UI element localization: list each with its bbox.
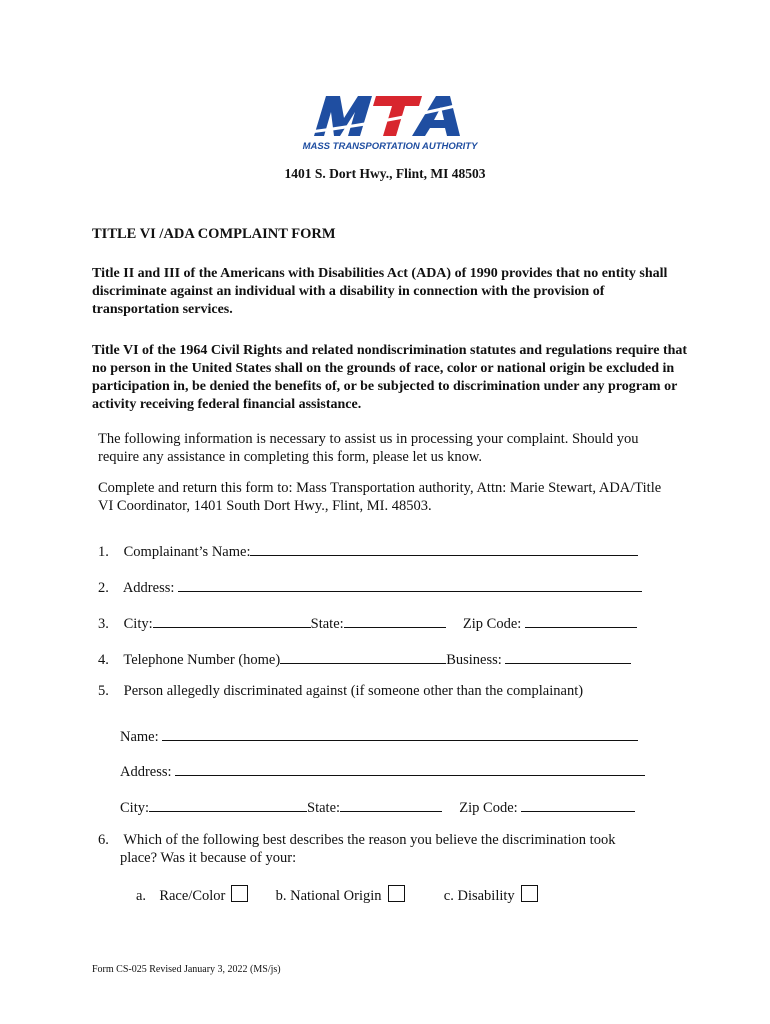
- reason-options: [136, 885, 538, 905]
- other-city-label: City:: [120, 800, 150, 816]
- item-number: 5.: [98, 683, 109, 699]
- item-number: 1.: [98, 544, 109, 560]
- option-b-letter: b.: [275, 888, 287, 904]
- header-address: 1401 S. Dort Hwy., Flint, MI 48503: [284, 166, 486, 181]
- other-address-field[interactable]: [175, 760, 645, 776]
- item-number: 3.: [98, 616, 109, 632]
- zip-label: Zip Code:: [462, 616, 522, 632]
- title-vi-paragraph: Title VI of the 1964 Civil Rights and related nondiscrimination statutes and regulations require that no person in the United States shall on the grounds of race, color or national origin be excluded in participation in, be denied the benefits of, or be subjected to discrimination under any program or activity receiving federal financial assistance.: [92, 343, 688, 412]
- mta-logo: [300, 92, 480, 154]
- zip-field[interactable]: [525, 612, 637, 628]
- other-address-row: [120, 760, 645, 780]
- reason-question-line1: Which of the following best describes the reason you believe the discrimination took: [123, 832, 616, 848]
- reason-question-line2-row: [120, 850, 296, 870]
- logo-tagline: MASS TRANSPORTATION AUTHORITY: [302, 141, 478, 152]
- business-phone-field[interactable]: [505, 648, 631, 664]
- other-address-label: Address:: [120, 764, 172, 780]
- other-zip-label: Zip Code:: [459, 800, 518, 816]
- option-a-letter: a.: [136, 888, 147, 904]
- other-city-state-zip-row: [120, 796, 635, 816]
- option-a-label: Race/Color: [159, 888, 226, 904]
- business-phone-label: Business:: [446, 652, 502, 668]
- state-field[interactable]: [344, 612, 446, 628]
- state-label: State:: [310, 616, 344, 632]
- other-name-label: Name:: [120, 729, 159, 745]
- item-number: 2.: [98, 580, 109, 596]
- telephone-row: [98, 648, 631, 668]
- complainant-name-field[interactable]: [250, 540, 638, 556]
- other-city-field[interactable]: [149, 796, 307, 812]
- city-field[interactable]: [153, 612, 311, 628]
- reason-question-row: [98, 832, 615, 852]
- complainant-name-row: [98, 540, 638, 560]
- item-number: 6.: [98, 832, 109, 848]
- race-color-checkbox[interactable]: [231, 885, 248, 902]
- address-field[interactable]: [178, 576, 642, 592]
- other-zip-field[interactable]: [521, 796, 635, 812]
- national-origin-checkbox[interactable]: [388, 885, 405, 902]
- assistance-note: The following information is necessary to assist us in processing your complaint. Should you require any assistance in completing this form, please let us know.: [98, 431, 639, 465]
- other-name-field[interactable]: [162, 725, 638, 741]
- option-c-letter: c.: [443, 888, 454, 904]
- form-footer: Form CS-025 Revised January 3, 2022 (MS/js): [92, 964, 281, 975]
- other-person-row: [98, 683, 583, 703]
- home-phone-field[interactable]: [280, 648, 446, 664]
- reason-question-line2: place? Was it because of your:: [120, 850, 297, 866]
- option-b-label: National Origin: [290, 888, 382, 904]
- city-state-zip-row: [98, 612, 637, 632]
- option-c-label: Disability: [457, 888, 515, 904]
- return-instructions: Complete and return this form to: Mass Transportation authority, Attn: Marie Stewart, ADA/Title VI Coordinator, 1401 South Dort Hwy., Flint, MI. 48503.: [98, 480, 662, 514]
- complainant-name-label: Complainant’s Name:: [123, 544, 251, 560]
- ada-paragraph: Title II and III of the Americans with Disabilities Act (ADA) of 1990 provides that no entity shall discriminate against an individual with a disability in connection with the provision of transportation services.: [92, 266, 668, 317]
- address-label: Address:: [122, 580, 175, 596]
- form-title: TITLE VI /ADA COMPLAINT FORM: [92, 226, 336, 242]
- other-state-label: State:: [307, 800, 341, 816]
- item-number: 4.: [98, 652, 109, 668]
- address-row: [98, 576, 642, 596]
- other-person-label: Person allegedly discriminated against (if someone other than the complainant): [123, 683, 584, 699]
- other-name-row: [120, 725, 638, 745]
- other-state-field[interactable]: [340, 796, 442, 812]
- city-label: City:: [123, 616, 153, 632]
- disability-checkbox[interactable]: [521, 885, 538, 902]
- home-phone-label: Telephone Number (home): [123, 652, 281, 668]
